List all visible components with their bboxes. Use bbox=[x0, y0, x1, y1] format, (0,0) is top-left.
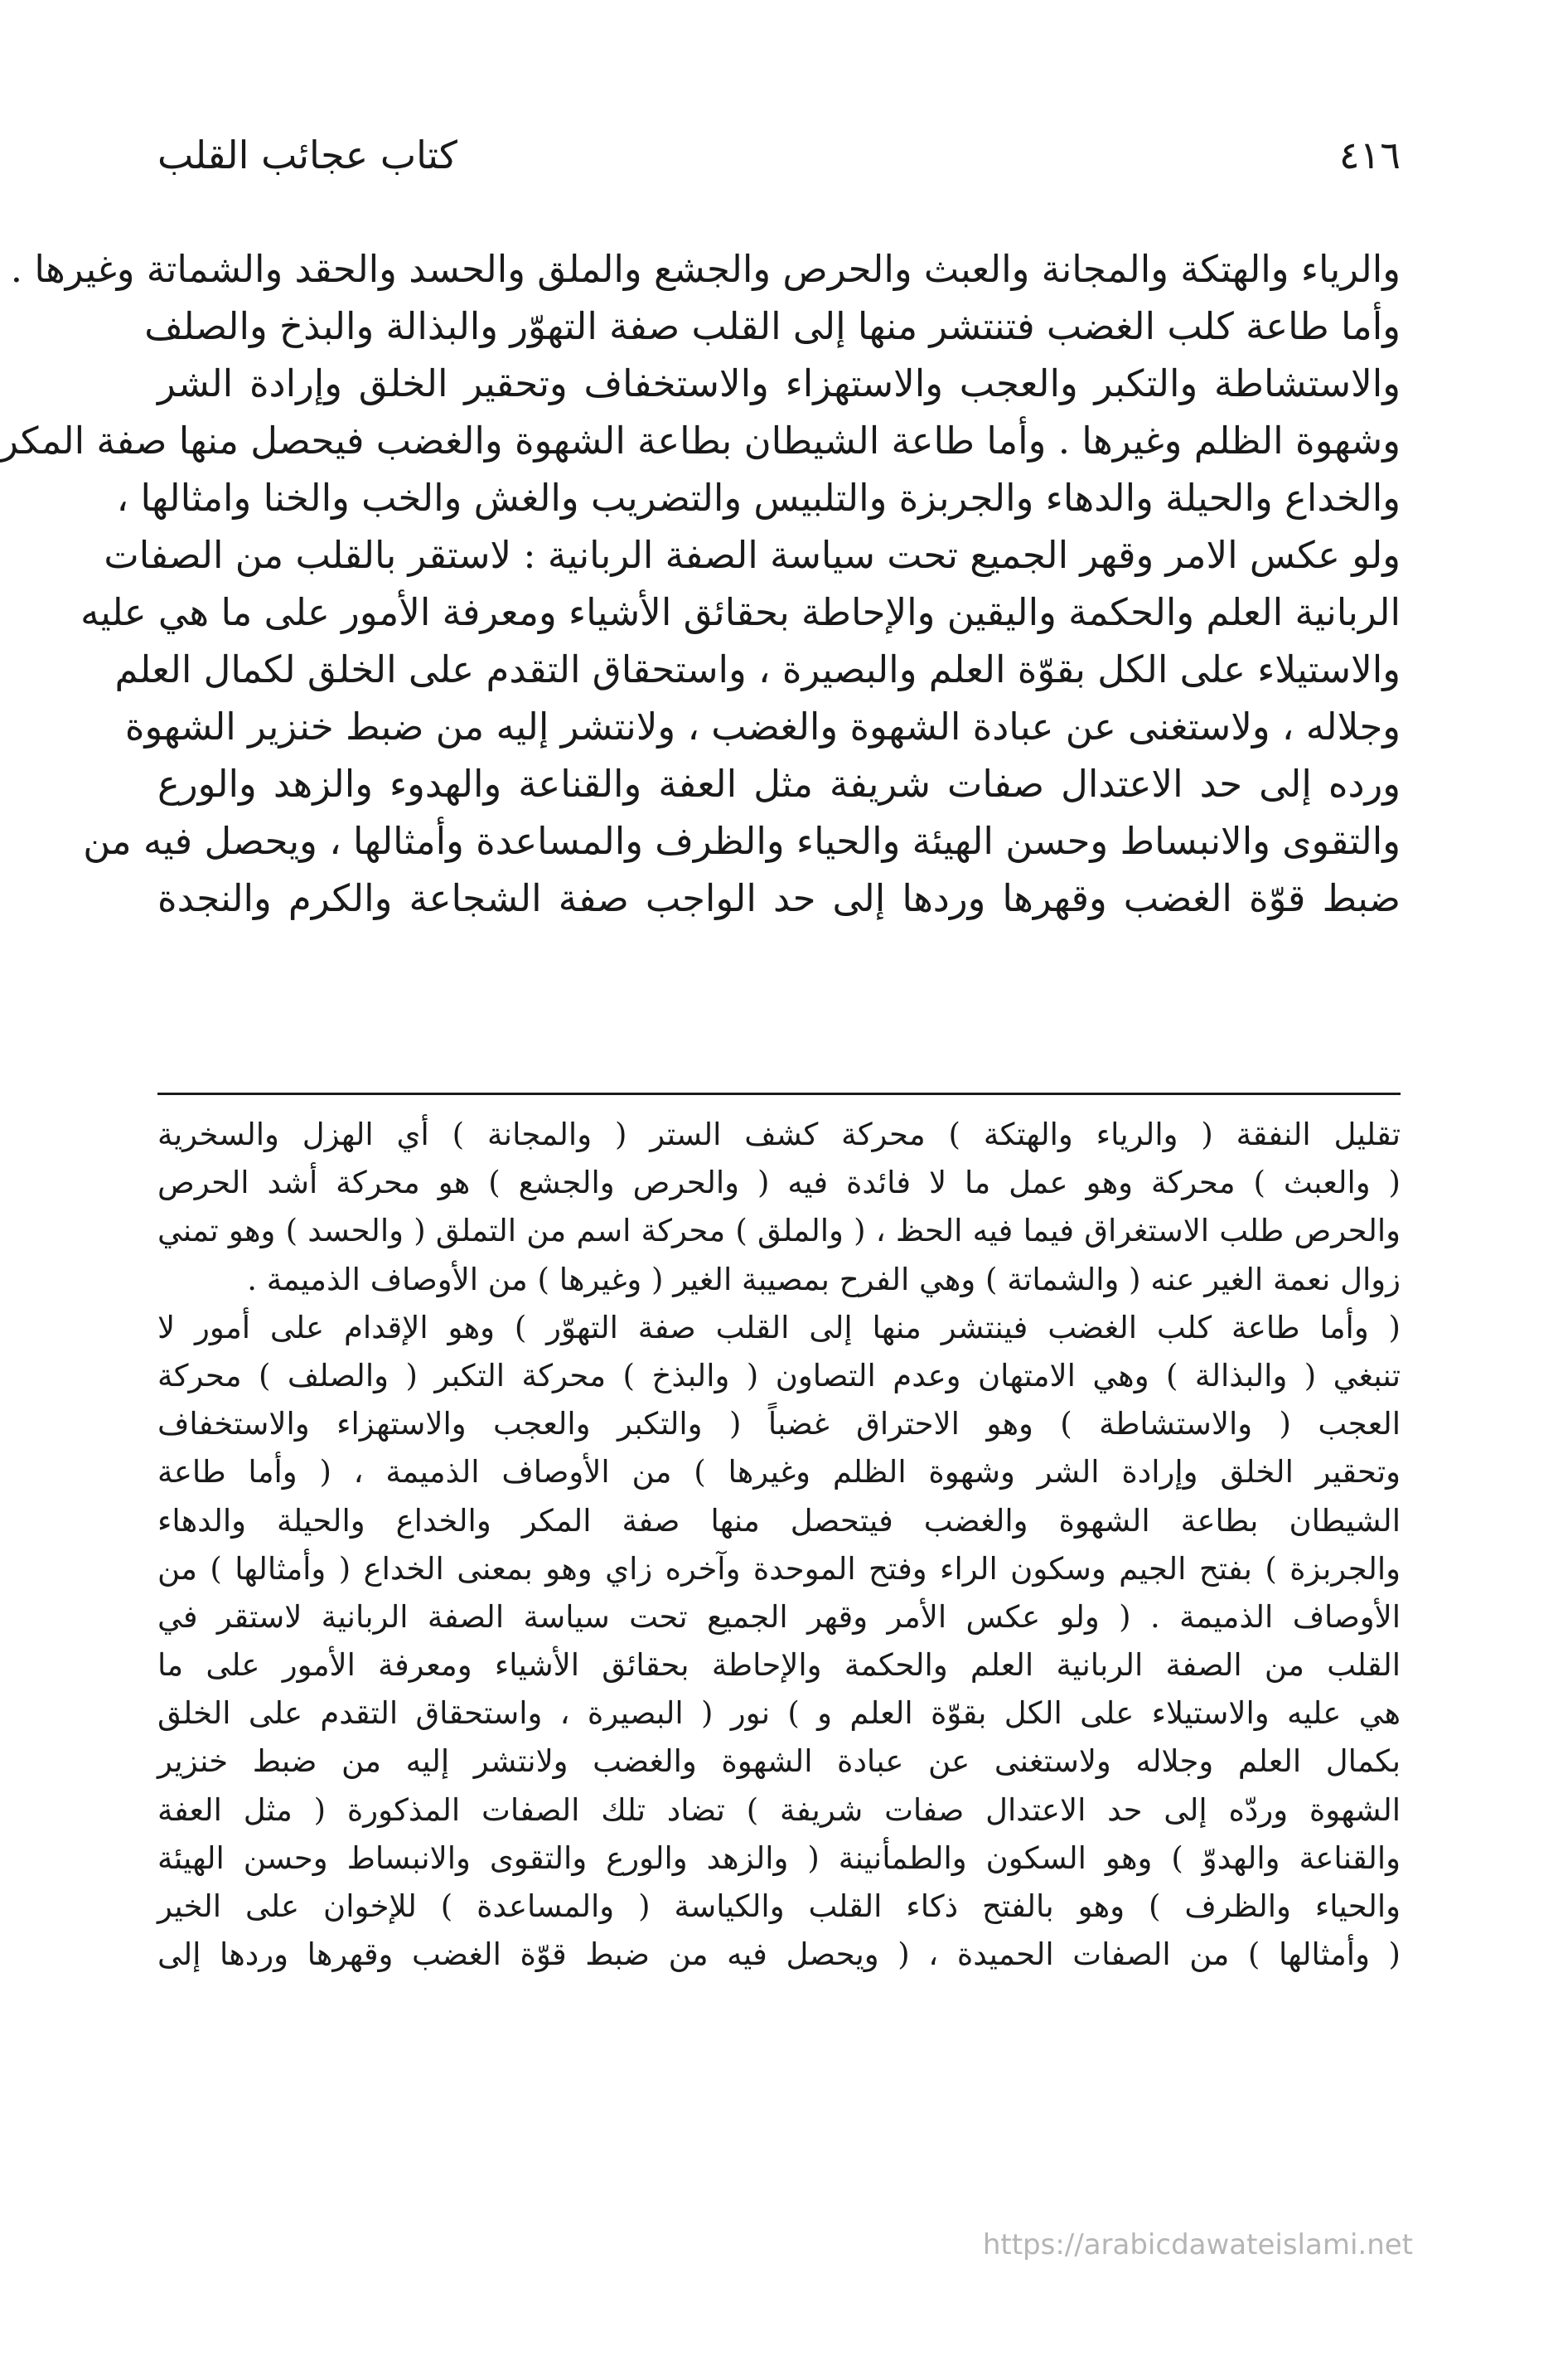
footnote-line: ( وأمثالها ) من الصفات الحميدة ، ( ويحصل فيه من ضبط قوّة الغضب وقهرها وردها إلى bbox=[157, 1936, 1401, 1973]
main-text-line: وشهوة الظلم وغيرها . وأما طاعة الشيطان بطاعة الشهوة والغضب فيحصل منها صفة المكر bbox=[0, 419, 1401, 463]
footnote-line: الأوصاف الذميمة . ( ولو عكس الأمر وقهر الجميع تحت سياسة الصفة الربانية لاستقر في bbox=[157, 1598, 1401, 1635]
footnote-line: زوال نعمة الغير عنه ( والشماتة ) وهي الفرح بمصيبة الغير ( وغيرها ) من الأوصاف الذميمة . bbox=[247, 1261, 1401, 1297]
footnote-line: ( والعبث ) محركة وهو عمل ما لا فائدة فيه ( والحرص والجشع ) هو محركة أشد الحرص bbox=[157, 1165, 1401, 1201]
footnote-line: بكمال العلم وجلاله ولاستغنى عن عبادة الشهوة والغضب ولانتشر إليه من ضبط خنزير bbox=[157, 1743, 1401, 1780]
footnote-line: ( وأما طاعة كلب الغضب فينتشر منها إلى القلب صفة التهوّر ) وهو الإقدام على أمور لا bbox=[157, 1309, 1401, 1345]
footnote-line: تقليل النفقة ( والرياء والهتكة ) محركة كشف الستر ( والمجانة ) أي الهزل والسخرية bbox=[157, 1117, 1401, 1152]
main-text-line: الربانية العلم والحكمة واليقين والإحاطة بحقائق الأشياء ومعرفة الأمور على ما هي عليه bbox=[80, 590, 1401, 634]
footnote-line: والقناعة والهدوّ ) وهو السكون والطمأنينة ( والزهد والورع والتقوى والانبساط وحسن الهيئة bbox=[157, 1840, 1401, 1876]
footnote-line: العجب ( والاستشاطة ) وهو الاحتراق غضباً ( والتكبر والعجب والاستهزاء والاستخفاف bbox=[157, 1406, 1401, 1442]
footnote-line: الشيطان بطاعة الشهوة والغضب فيتحصل منها صفة المكر والخداع والحيلة والدهاء bbox=[157, 1502, 1401, 1539]
footnote-divider bbox=[157, 1093, 1401, 1095]
page-header bbox=[157, 124, 1401, 191]
main-text-line: ضبط قوّة الغضب وقهرها وردها إلى حد الواجب صفة الشجاعة والكرم والنجدة bbox=[157, 876, 1401, 920]
footnote-line: والجربزة ) بفتح الجيم وسكون الراء وفتح الموحدة وآخره زاي وهو بمعنى الخداع ( وأمثالها ) من bbox=[157, 1550, 1401, 1587]
main-text-line: والتقوى والانبساط وحسن الهيئة والحياء والظرف والمساعدة وأمثالها ، ويحصل فيه من bbox=[83, 819, 1401, 863]
watermark-url: https://arabicdawateislami.net bbox=[982, 2228, 1413, 2261]
main-text-line: والخداع والحيلة والدهاء والجربزة والتلبيس والتضريب والغش والخب والخنا وامثالها ، bbox=[116, 476, 1401, 520]
main-text-line: والاستيلاء على الكل بقوّة العلم والبصيرة ، واستحقاق التقدم على الخلق لكمال العلم bbox=[114, 647, 1401, 691]
footnotes bbox=[157, 1111, 1401, 1979]
main-text bbox=[0, 240, 1401, 927]
footnote-line: والحياء والظرف ) وهو بالفتح ذكاء القلب والكياسة ( والمساعدة ) للإخوان على الخير bbox=[157, 1888, 1401, 1924]
main-text-line: ولو عكس الامر وقهر الجميع تحت سياسة الصفة الربانية : لاستقر بالقلب من الصفات bbox=[104, 533, 1401, 577]
main-text-line: وجلاله ، ولاستغنى عن عبادة الشهوة والغضب ، ولانتشر إليه من ضبط خنزير الشهوة bbox=[124, 705, 1401, 749]
book-title: كتاب عجائب القلب bbox=[157, 133, 457, 177]
footnote-line: وتحقير الخلق وإرادة الشر وشهوة الظلم وغيرها ) من الأوصاف الذميمة ، ( وأما طاعة bbox=[157, 1454, 1401, 1491]
main-text-line: وأما طاعة كلب الغضب فتنتشر منها إلى القلب صفة التهوّر والبذالة والبذخ والصلف bbox=[144, 304, 1401, 348]
footnote-line: والحرص طلب الاستغراق فيما فيه الحظ ، ( والملق ) محركة اسم من التملق ( والحسد ) وهو تمني bbox=[157, 1213, 1401, 1249]
footnote-line: هي عليه والاستيلاء على الكل بقوّة العلم و ) نور ( البصيرة ، واستحقاق التقدم على الخلق bbox=[157, 1695, 1401, 1732]
footnote-line: القلب من الصفة الربانية العلم والحكمة والإحاطة بحقائق الأشياء ومعرفة الأمور على ما bbox=[157, 1647, 1401, 1684]
footnote-line: الشهوة وردّه إلى حد الاعتدال صفات شريفة ) تضاد تلك الصفات المذكورة ( مثل العفة bbox=[157, 1791, 1401, 1828]
page-number: ٤١٦ bbox=[1338, 133, 1401, 177]
main-text-line: والرياء والهتكة والمجانة والعبث والحرص والجشع والملق والحسد والحقد والشماتة وغيرها . bbox=[10, 247, 1401, 291]
main-text-line: والاستشاطة والتكبر والعجب والاستهزاء والاستخفاف وتحقير الخلق وإرادة الشر bbox=[157, 361, 1401, 405]
footnote-line: تنبغي ( والبذالة ) وهي الامتهان وعدم التصاون ( والبذخ ) محركة التكبر ( والصلف ) محركة bbox=[157, 1357, 1401, 1394]
main-text-line: ورده إلى حد الاعتدال صفات شريفة مثل العفة والقناعة والهدوء والزهد والورع bbox=[157, 762, 1401, 806]
